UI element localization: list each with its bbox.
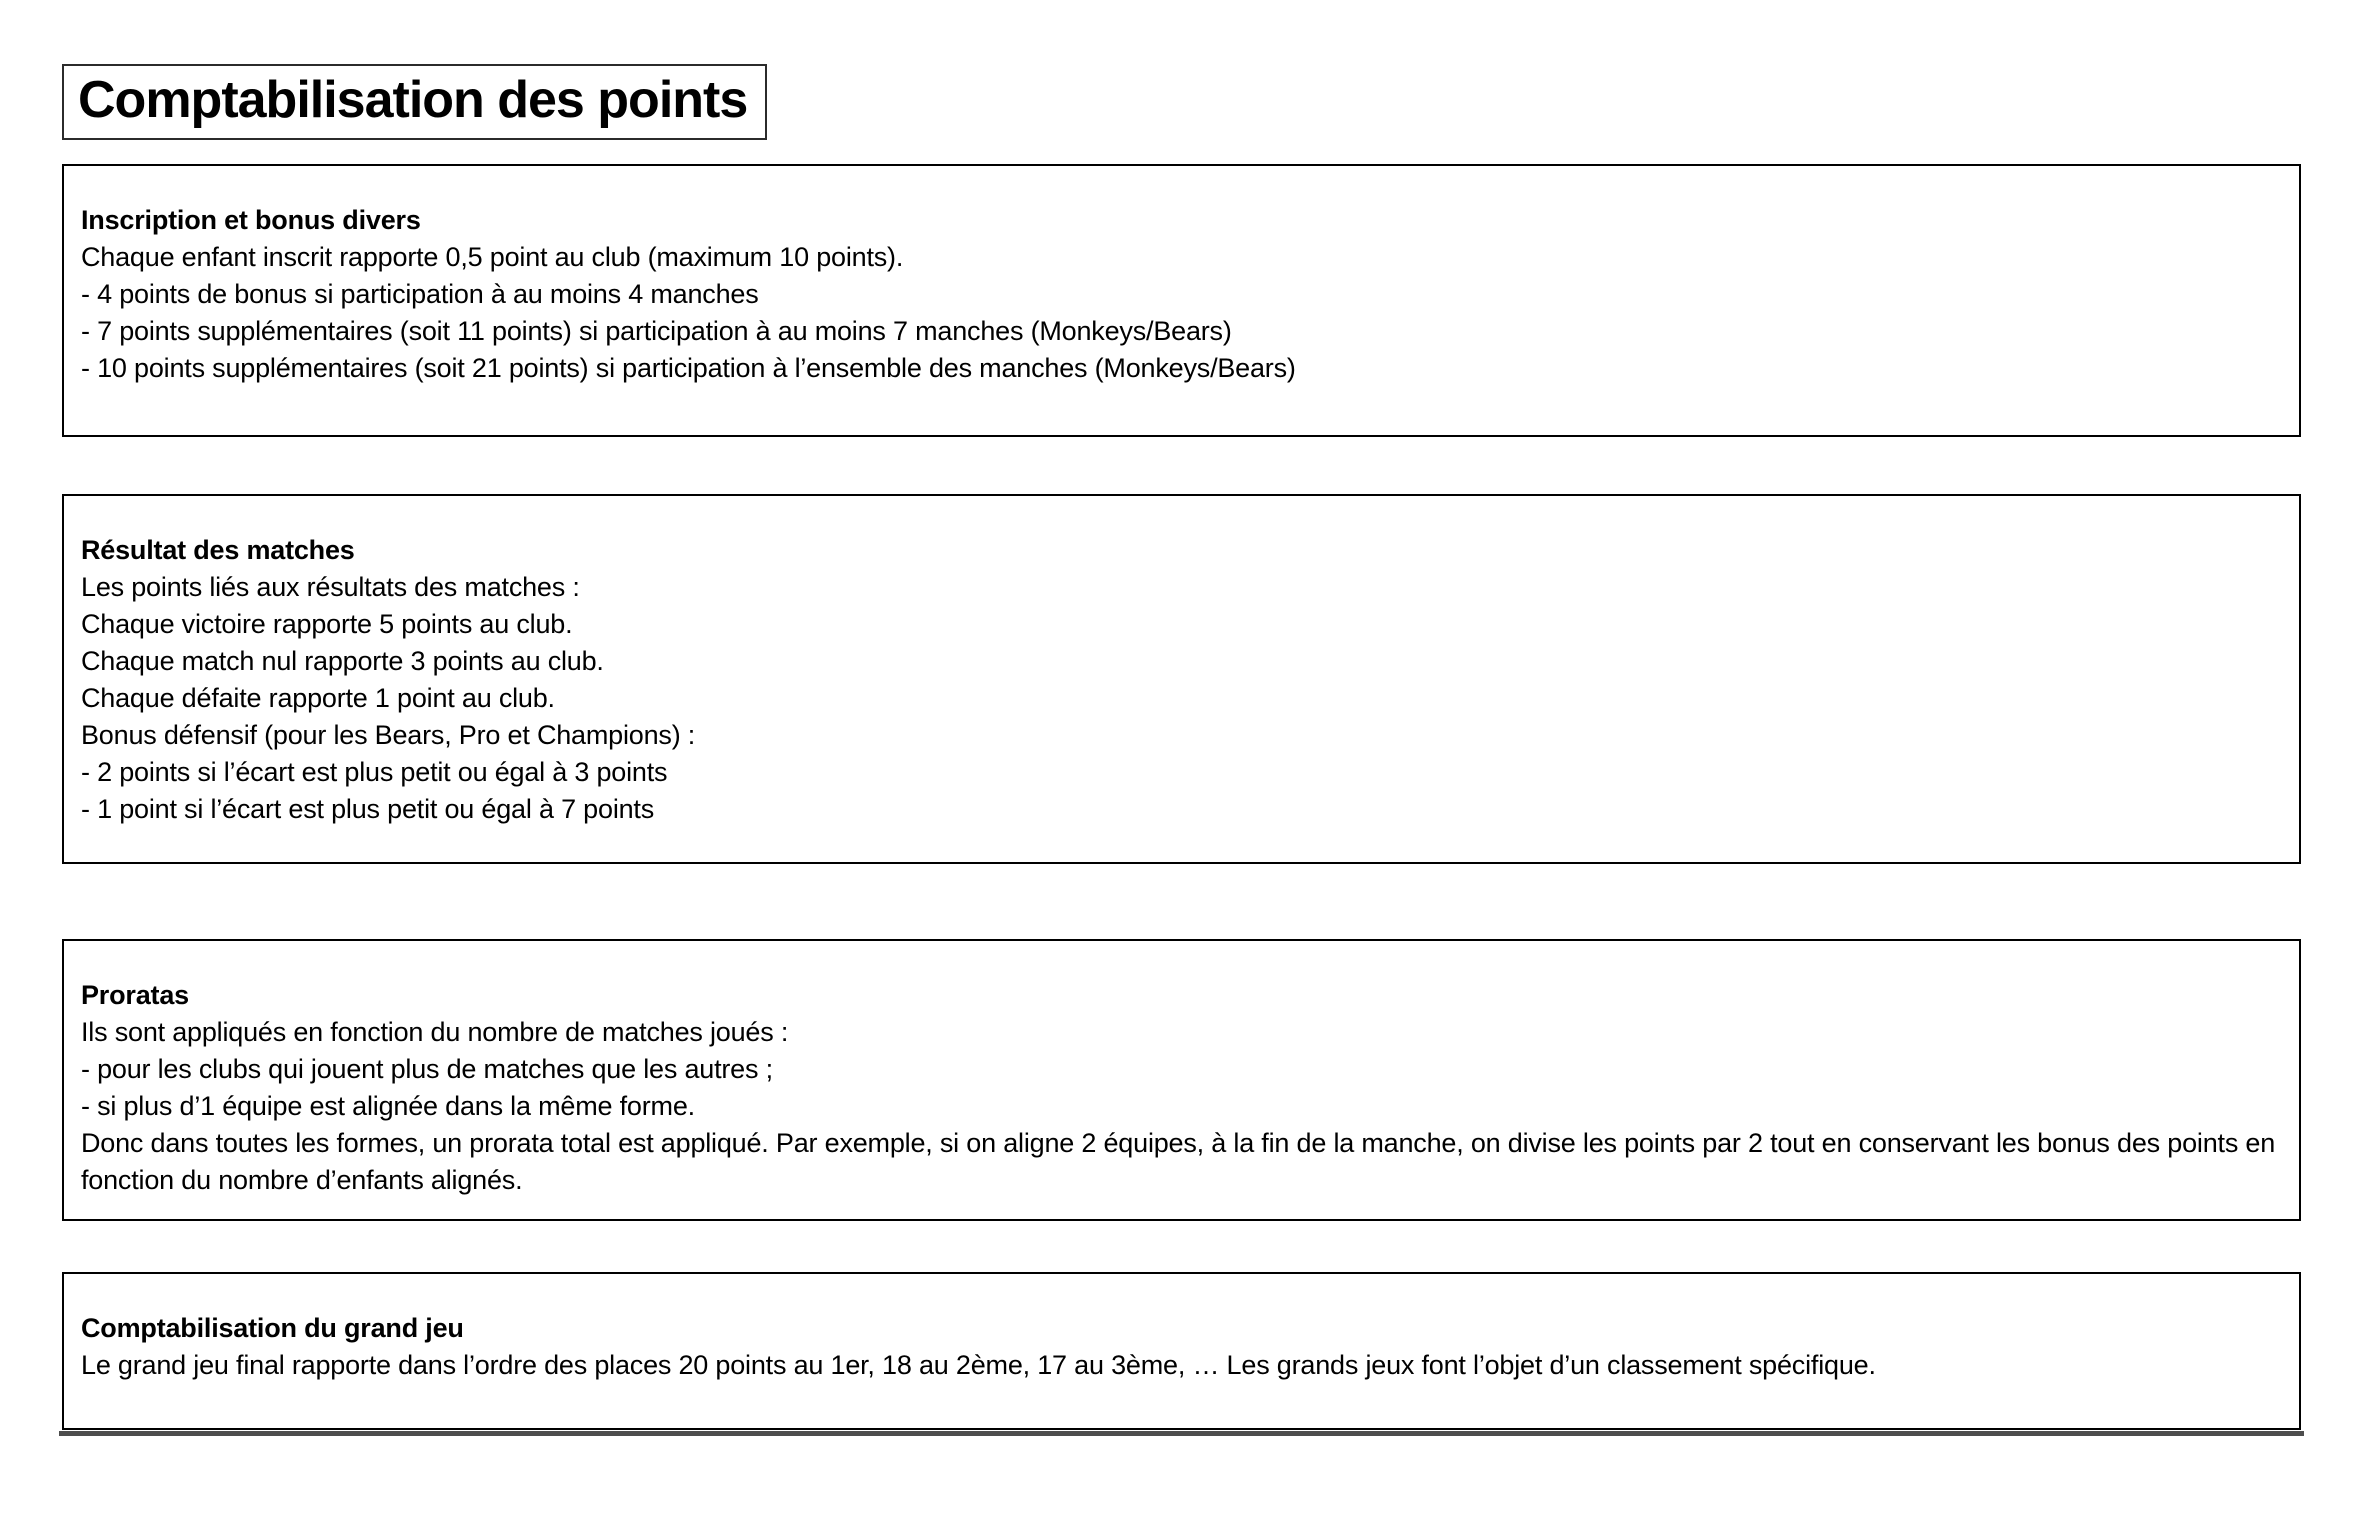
section-box-comptabilisation-grand-jeu: [62, 1272, 2301, 1430]
section-heading: Comptabilisation du grand jeu: [81, 1313, 464, 1343]
text-line: - si plus d’1 équipe est alignée dans la même forme.: [81, 1091, 695, 1121]
section-box-resultat-des-matches: [62, 494, 2301, 864]
text-line: - 10 points supplémentaires (soit 21 points) si participation à l’ensemble des manches (Monkeys/Bears): [81, 353, 1296, 383]
text-line: Les points liés aux résultats des matches :: [81, 572, 580, 602]
truncated-next-box-top-edge: [59, 1431, 2304, 1436]
section-box-inscription-et-bonus: [62, 164, 2301, 437]
text-line: Chaque victoire rapporte 5 points au club.: [81, 609, 573, 639]
text-line: - 7 points supplémentaires (soit 11 points) si participation à au moins 7 manches (Monkeys/Bears): [81, 316, 1232, 346]
text-line: Le grand jeu final rapporte dans l’ordre des places 20 points au 1er, 18 au 2ème, 17 au 3ème, … Les grands jeux font l’objet d’un classement spécifique.: [81, 1350, 1876, 1380]
text-line: Chaque défaite rapporte 1 point au club.: [81, 683, 555, 713]
page-title: Comptabilisation des points: [62, 64, 767, 140]
section-heading: Inscription et bonus divers: [81, 205, 421, 235]
text-line: - pour les clubs qui jouent plus de matches que les autres ;: [81, 1054, 773, 1084]
text-line: Bonus défensif (pour les Bears, Pro et Champions) :: [81, 720, 696, 750]
text-line: Ils sont appliqués en fonction du nombre de matches joués :: [81, 1017, 789, 1047]
section-box-proratas: [62, 939, 2301, 1221]
section-heading: Résultat des matches: [81, 535, 355, 565]
text-line: Chaque enfant inscrit rapporte 0,5 point au club (maximum 10 points).: [81, 242, 904, 272]
text-line: Donc dans toutes les formes, un prorata total est appliqué. Par exemple, si on aligne 2 équipes, à la fin de la manche, on divise les points par 2 tout en conservant les bonus des points en fonction du nombre d’enfants alignés.: [81, 1128, 2276, 1195]
section-heading: Proratas: [81, 980, 189, 1010]
text-line: - 4 points de bonus si participation à au moins 4 manches: [81, 279, 759, 309]
text-line: - 1 point si l’écart est plus petit ou égal à 7 points: [81, 794, 655, 824]
text-line: - 2 points si l’écart est plus petit ou égal à 3 points: [81, 757, 668, 787]
text-line: Chaque match nul rapporte 3 points au club.: [81, 646, 604, 676]
